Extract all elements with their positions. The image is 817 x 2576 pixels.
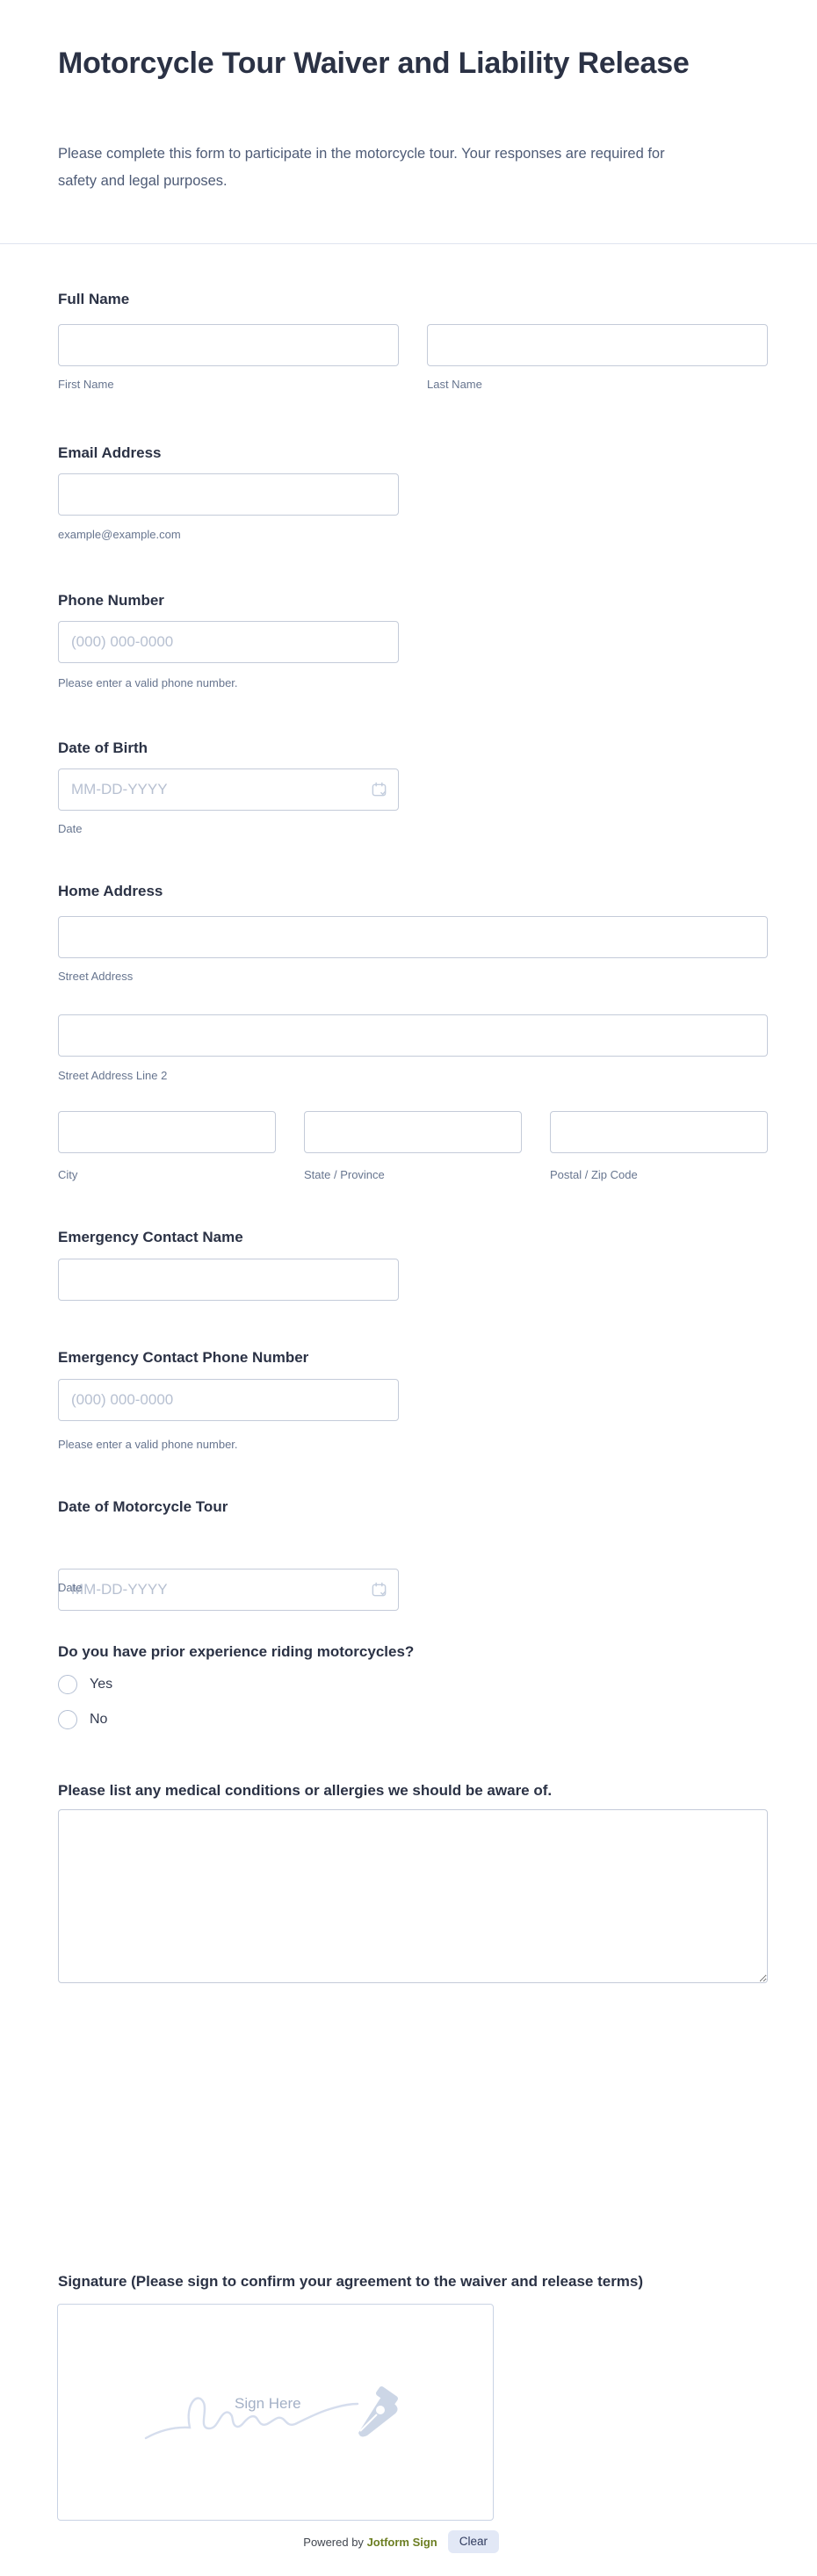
- first-name-input[interactable]: [58, 324, 399, 366]
- calendar-icon[interactable]: [371, 1582, 387, 1598]
- calendar-icon[interactable]: [371, 782, 387, 798]
- radio-icon[interactable]: [58, 1710, 77, 1729]
- emergency-name-input[interactable]: [58, 1259, 399, 1301]
- medical-label: Please list any medical conditions or allergies we should be aware of.: [58, 1782, 553, 1799]
- phone-label: Phone Number: [58, 592, 164, 609]
- dob-label: Date of Birth: [58, 740, 148, 756]
- street-address-input[interactable]: [58, 916, 768, 958]
- city-sublabel: City: [58, 1168, 78, 1181]
- experience-question-label: Do you have prior experience riding motorcycles?: [58, 1643, 415, 1660]
- clear-signature-button[interactable]: Clear: [448, 2530, 499, 2553]
- powered-by-text: Powered by Jotform Sign: [303, 2535, 437, 2549]
- emergency-phone-label: Emergency Contact Phone Number: [58, 1349, 309, 1366]
- radio-icon[interactable]: [58, 1675, 77, 1694]
- phone-input[interactable]: [58, 621, 399, 663]
- header-divider: [0, 243, 817, 244]
- tour-date-label: Date of Motorcycle Tour: [58, 1498, 228, 1515]
- signature-pad[interactable]: [57, 2304, 494, 2521]
- emergency-name-label: Emergency Contact Name: [58, 1229, 243, 1245]
- first-name-sublabel: First Name: [58, 378, 114, 391]
- email-input[interactable]: [58, 473, 399, 516]
- sign-here-graphic: [58, 2305, 493, 2520]
- jotform-sign-brand: Jotform Sign: [366, 2535, 437, 2549]
- postal-sublabel: Postal / Zip Code: [550, 1168, 638, 1181]
- street-address2-input[interactable]: [58, 1014, 768, 1057]
- experience-option-no[interactable]: [58, 1710, 107, 1729]
- city-input[interactable]: [58, 1111, 276, 1153]
- email-label: Email Address: [58, 444, 162, 461]
- page-subtitle: Please complete this form to participate in the motorcycle tour. Your responses are required for safety and legal purposes.: [58, 146, 665, 189]
- last-name-sublabel: Last Name: [427, 378, 482, 391]
- state-sublabel: State / Province: [304, 1168, 385, 1181]
- street-address-sublabel: Street Address: [58, 970, 134, 983]
- dob-input[interactable]: [58, 768, 399, 811]
- full-name-label: Full Name: [58, 291, 130, 307]
- home-address-label: Home Address: [58, 883, 163, 899]
- phone-hint: Please enter a valid phone number.: [58, 676, 238, 689]
- experience-option-yes[interactable]: [58, 1675, 112, 1694]
- postal-input[interactable]: [550, 1111, 768, 1153]
- signature-label: Signature (Please sign to confirm your agreement to the waiver and release terms): [58, 2273, 644, 2290]
- emergency-phone-hint: Please enter a valid phone number.: [58, 1438, 238, 1451]
- sign-here-text: Sign Here: [235, 2395, 301, 2412]
- dob-sublabel: Date: [58, 822, 83, 835]
- email-sublabel: example@example.com: [58, 528, 181, 541]
- tour-date-sublabel: Date: [58, 1581, 83, 1594]
- radio-no-label: No: [90, 1712, 108, 1727]
- emergency-phone-input[interactable]: [58, 1379, 399, 1421]
- state-input[interactable]: [304, 1111, 522, 1153]
- last-name-input[interactable]: [427, 324, 768, 366]
- street-address2-sublabel: Street Address Line 2: [58, 1069, 168, 1082]
- tour-date-input[interactable]: [58, 1569, 399, 1611]
- pen-nib-icon: [358, 2385, 399, 2437]
- medical-textarea[interactable]: [58, 1809, 768, 1983]
- radio-yes-label: Yes: [90, 1677, 113, 1692]
- page-title: Motorcycle Tour Waiver and Liability Release: [58, 47, 690, 80]
